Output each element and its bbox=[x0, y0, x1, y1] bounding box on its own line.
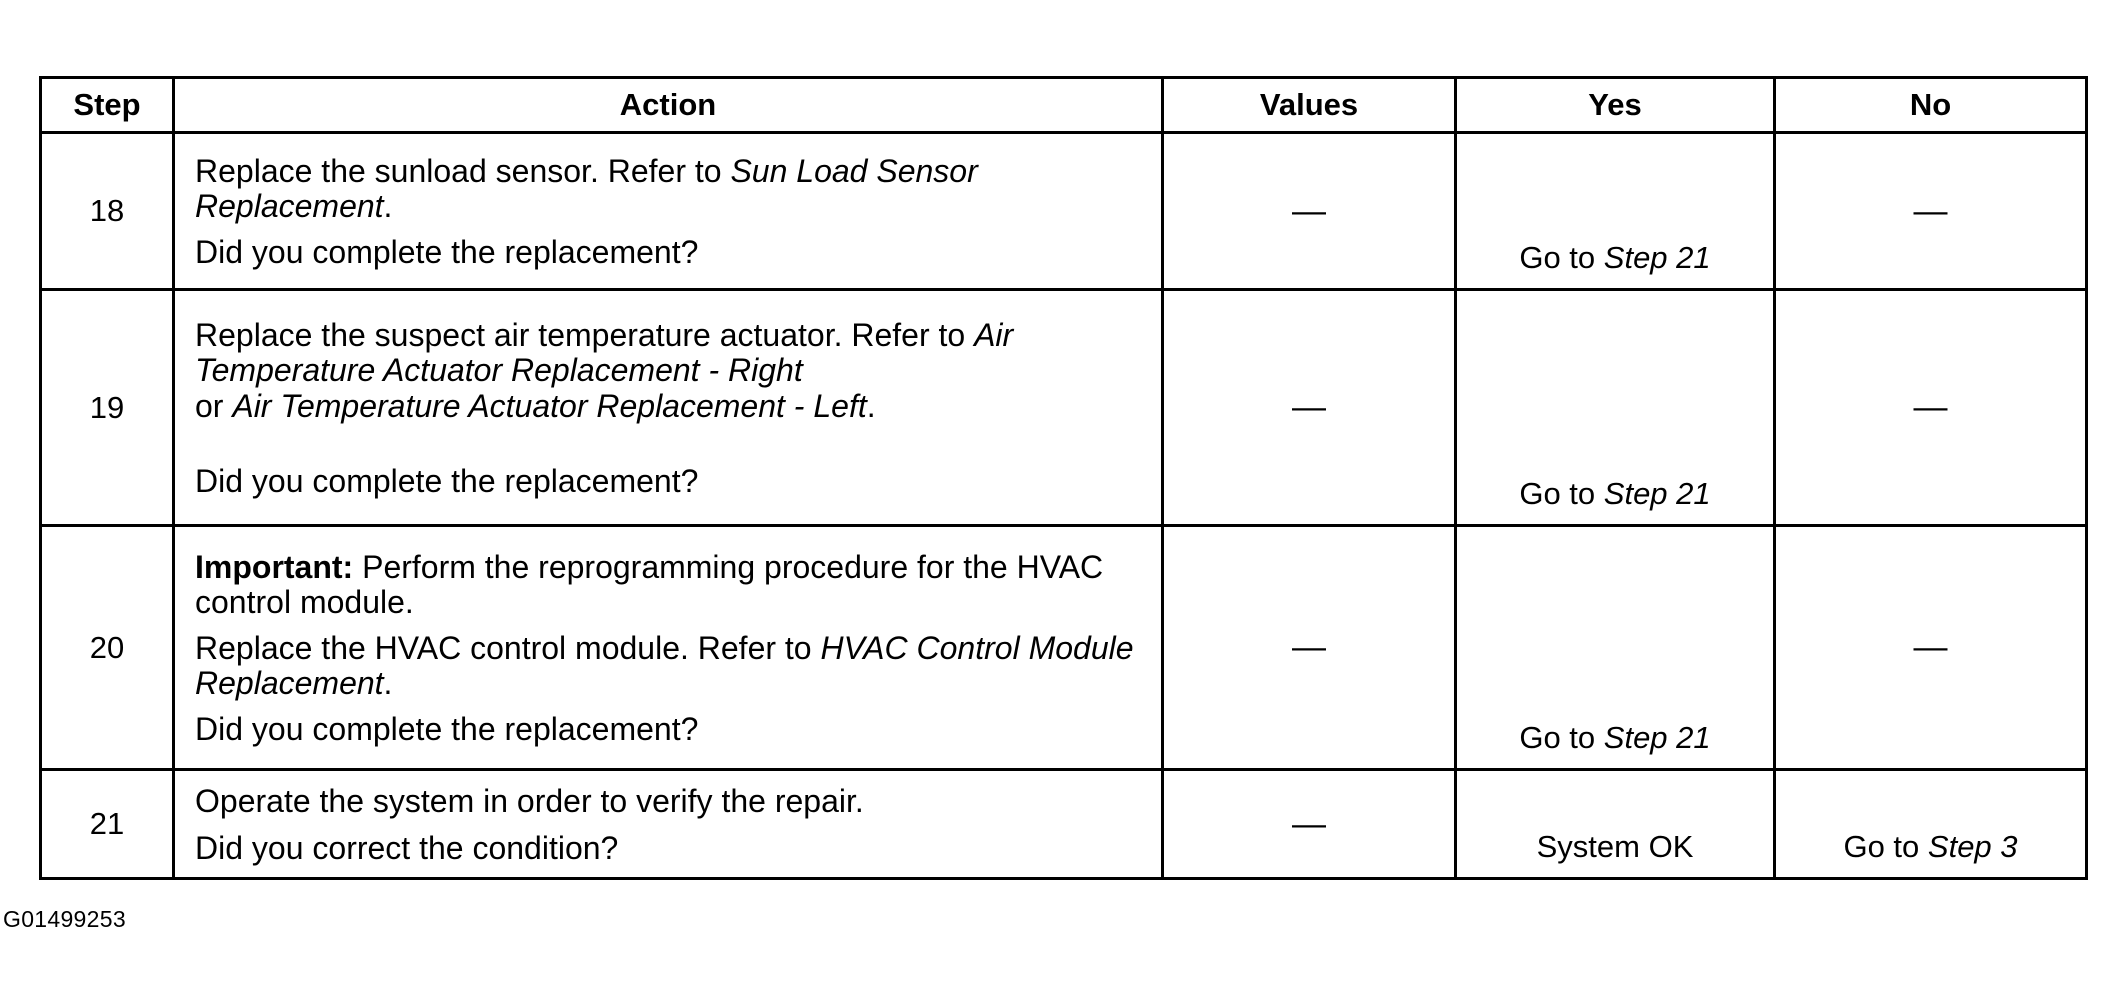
figure-id: G01499253 bbox=[3, 906, 126, 932]
step-link[interactable]: Step 21 bbox=[1603, 476, 1711, 511]
table-row bbox=[41, 526, 2087, 770]
reference-link[interactable]: Air Temperature Actuator Replacement - Left bbox=[232, 387, 867, 424]
values-cell: — bbox=[1163, 290, 1456, 526]
reference-link[interactable]: Air Temperature Actuator Replacement - Right bbox=[195, 317, 1014, 389]
action-text: Replace the suspect air temperature actuator. Refer to bbox=[195, 317, 975, 354]
values-cell: — bbox=[1163, 133, 1456, 290]
table-row bbox=[41, 770, 2087, 879]
step-number: 20 bbox=[41, 526, 174, 770]
action-text: . bbox=[383, 665, 393, 702]
yes-text: Go to bbox=[1519, 476, 1604, 511]
action-instruction bbox=[195, 318, 1147, 424]
action-cell bbox=[174, 133, 1163, 290]
step-link[interactable]: Step 21 bbox=[1603, 720, 1711, 755]
action-instruction bbox=[195, 154, 1147, 224]
header-step: Step bbox=[41, 78, 174, 133]
action-question: Did you complete the replacement? bbox=[195, 234, 699, 271]
no-cell: — bbox=[1775, 290, 2087, 526]
header-yes: Yes bbox=[1456, 78, 1775, 133]
action-text: . bbox=[866, 387, 876, 424]
action-question: Did you complete the replacement? bbox=[195, 711, 699, 748]
action-text: Replace the sunload sensor. Refer to bbox=[195, 152, 731, 189]
important-note bbox=[195, 550, 1147, 620]
action-instruction: Operate the system in order to verify the repair. bbox=[195, 783, 864, 820]
no-cell: — bbox=[1775, 526, 2087, 770]
yes-cell bbox=[1456, 526, 1775, 770]
diagnostic-table bbox=[39, 76, 2088, 880]
values-cell: — bbox=[1163, 770, 1456, 879]
values-cell: — bbox=[1163, 526, 1456, 770]
no-text: Go to bbox=[1843, 829, 1928, 864]
table-row bbox=[41, 133, 2087, 290]
yes-text: Go to bbox=[1519, 720, 1604, 755]
important-label: Important: bbox=[195, 548, 354, 585]
yes-cell: System OK bbox=[1456, 770, 1775, 879]
action-question: Did you complete the replacement? bbox=[195, 462, 699, 499]
yes-text: Go to bbox=[1519, 240, 1604, 275]
action-text: . bbox=[383, 187, 393, 224]
table-row bbox=[41, 290, 2087, 526]
step-number: 18 bbox=[41, 133, 174, 290]
action-question: Did you correct the condition? bbox=[195, 829, 619, 866]
header-no: No bbox=[1775, 78, 2087, 133]
action-text: Replace the HVAC control module. Refer to bbox=[195, 629, 821, 666]
yes-cell bbox=[1456, 133, 1775, 290]
step-link[interactable]: Step 3 bbox=[1927, 829, 2018, 864]
no-cell bbox=[1775, 770, 2087, 879]
reference-link[interactable]: Sun Load Sensor Replacement bbox=[195, 152, 978, 224]
yes-cell bbox=[1456, 290, 1775, 526]
important-text: Perform the reprogramming procedure for the HVAC control module. bbox=[195, 548, 1104, 620]
action-text: or bbox=[195, 387, 233, 424]
header-values: Values bbox=[1163, 78, 1456, 133]
reference-link[interactable]: HVAC Control Module Replacement bbox=[195, 629, 1134, 702]
step-number: 19 bbox=[41, 290, 174, 526]
no-cell: — bbox=[1775, 133, 2087, 290]
action-cell bbox=[174, 290, 1163, 526]
step-link[interactable]: Step 21 bbox=[1603, 240, 1711, 275]
action-instruction bbox=[195, 631, 1147, 701]
step-number: 21 bbox=[41, 770, 174, 879]
action-cell bbox=[174, 526, 1163, 770]
header-row bbox=[41, 78, 2087, 133]
header-action: Action bbox=[174, 78, 1163, 133]
action-cell bbox=[174, 770, 1163, 879]
